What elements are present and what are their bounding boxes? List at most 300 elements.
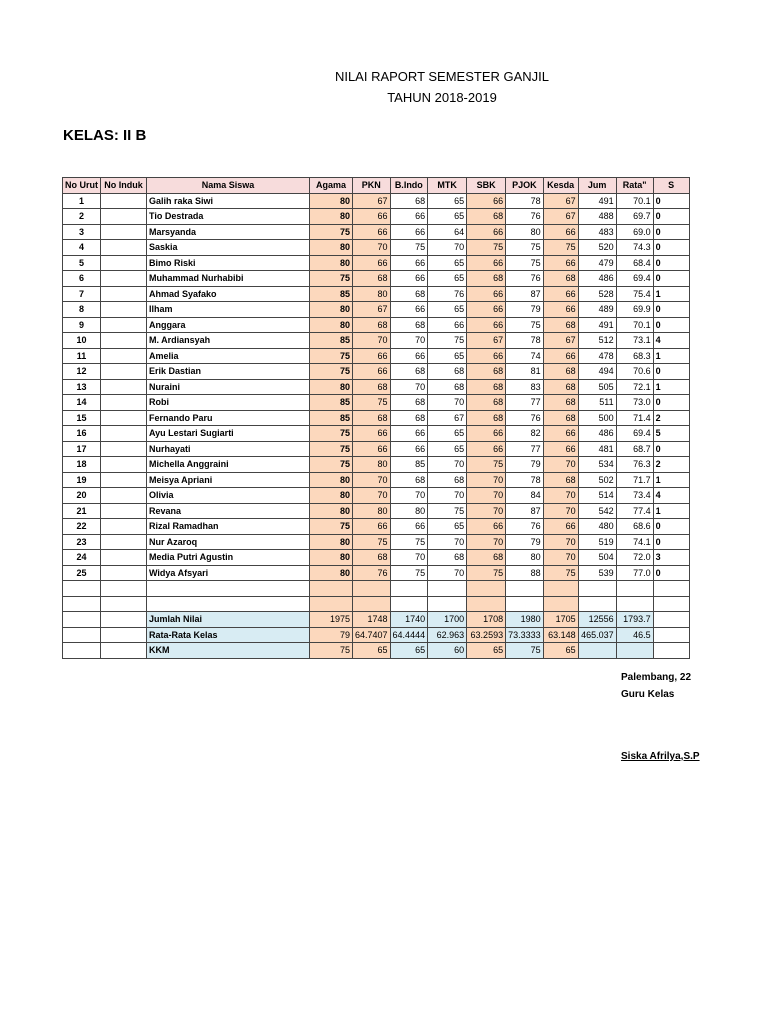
cell-mtk: 65 — [428, 441, 467, 457]
table-row — [63, 333, 690, 349]
cell-induk — [101, 550, 147, 566]
cell-bindo: 66 — [390, 441, 428, 457]
cell-s: 0 — [653, 255, 689, 271]
cell-agama: 80 — [310, 550, 353, 566]
cell-sbk: 68 — [467, 364, 506, 380]
cell-jum: 489 — [578, 302, 616, 318]
table-row — [63, 255, 690, 271]
cell-bindo: 66 — [390, 224, 428, 240]
cell-kesda: 68 — [543, 364, 578, 380]
report-title: NILAI RAPORT SEMESTER GANJIL — [334, 69, 550, 84]
summary-kesda: 1705 — [543, 612, 578, 628]
cell-nama: Amelia — [147, 348, 310, 364]
table-row — [63, 426, 690, 442]
cell-sbk: 66 — [467, 348, 506, 364]
cell-rata: 76.3 — [616, 457, 653, 473]
cell-no: 7 — [63, 286, 101, 302]
cell-nama: Bimo Riski — [147, 255, 310, 271]
cell-mtk: 70 — [428, 240, 467, 256]
cell-jum: 539 — [578, 565, 616, 581]
cell-s: 0 — [653, 395, 689, 411]
cell-s: 0 — [653, 302, 689, 318]
cell-mtk: 65 — [428, 209, 467, 225]
summary-mtk: 62.963 — [428, 627, 467, 643]
cell-rata: 69.0 — [616, 224, 653, 240]
cell-induk — [101, 503, 147, 519]
table-row — [63, 302, 690, 318]
cell-sbk: 70 — [467, 472, 506, 488]
cell-jum: 502 — [578, 472, 616, 488]
cell-pkn: 80 — [353, 503, 391, 519]
cell-agama: 75 — [310, 364, 353, 380]
header-pjok: PJOK — [506, 178, 544, 194]
cell-pkn: 75 — [353, 534, 391, 550]
cell-agama: 80 — [310, 209, 353, 225]
summary-pkn: 1748 — [353, 612, 391, 628]
cell-rata: 73.0 — [616, 395, 653, 411]
cell-rata: 69.4 — [616, 426, 653, 442]
cell-induk — [101, 224, 147, 240]
cell-rata: 69.4 — [616, 271, 653, 287]
cell-rata: 70.1 — [616, 193, 653, 209]
cell-pkn: 70 — [353, 240, 391, 256]
summary-pkn: 65 — [353, 643, 391, 659]
table-row — [63, 565, 690, 581]
cell-pjok: 78 — [506, 472, 544, 488]
cell-bindo: 75 — [390, 240, 428, 256]
cell-pkn: 68 — [353, 550, 391, 566]
cell-kesda: 66 — [543, 348, 578, 364]
header-sbk: SBK — [467, 178, 506, 194]
cell-s: 4 — [653, 488, 689, 504]
cell-rata: 77.0 — [616, 565, 653, 581]
cell-no: 11 — [63, 348, 101, 364]
cell-agama: 75 — [310, 426, 353, 442]
cell-pjok: 79 — [506, 457, 544, 473]
cell-kesda: 70 — [543, 503, 578, 519]
cell-sbk: 66 — [467, 426, 506, 442]
cell-no: 17 — [63, 441, 101, 457]
class-label: KELAS: II B — [63, 127, 147, 144]
cell-induk — [101, 364, 147, 380]
summary-mtk: 60 — [428, 643, 467, 659]
cell-sbk: 70 — [467, 534, 506, 550]
table-row — [63, 271, 690, 287]
cell-jum: 519 — [578, 534, 616, 550]
cell-rata: 75.4 — [616, 286, 653, 302]
cell-bindo: 66 — [390, 302, 428, 318]
cell-nama: Rizal Ramadhan — [147, 519, 310, 535]
cell-kesda: 70 — [543, 534, 578, 550]
table-row — [63, 550, 690, 566]
cell-no: 14 — [63, 395, 101, 411]
cell-rata: 69.9 — [616, 302, 653, 318]
cell-jum: 494 — [578, 364, 616, 380]
cell-sbk: 68 — [467, 379, 506, 395]
cell-mtk: 68 — [428, 379, 467, 395]
summary-sbk: 63.2593 — [467, 627, 506, 643]
cell-rata: 68.3 — [616, 348, 653, 364]
cell-pjok: 83 — [506, 379, 544, 395]
cell-no: 2 — [63, 209, 101, 225]
cell-induk — [101, 271, 147, 287]
cell-rata: 72.0 — [616, 550, 653, 566]
cell-induk — [101, 395, 147, 411]
cell-kesda: 70 — [543, 488, 578, 504]
cell-bindo: 66 — [390, 255, 428, 271]
cell-mtk: 68 — [428, 472, 467, 488]
cell-pkn: 70 — [353, 488, 391, 504]
cell-jum: 528 — [578, 286, 616, 302]
cell-no: 10 — [63, 333, 101, 349]
cell-pkn: 80 — [353, 286, 391, 302]
cell-induk — [101, 565, 147, 581]
cell-s: 0 — [653, 193, 689, 209]
cell-mtk: 75 — [428, 503, 467, 519]
cell-jum: 542 — [578, 503, 616, 519]
cell-mtk: 70 — [428, 395, 467, 411]
cell-mtk: 68 — [428, 364, 467, 380]
cell-sbk: 66 — [467, 317, 506, 333]
header-mtk: MTK — [428, 178, 467, 194]
cell-nama: Robi — [147, 395, 310, 411]
cell-mtk: 64 — [428, 224, 467, 240]
summary-pjok: 75 — [506, 643, 544, 659]
cell-sbk: 68 — [467, 209, 506, 225]
cell-agama: 75 — [310, 271, 353, 287]
cell-induk — [101, 193, 147, 209]
summary-label: Jumlah Nilai — [147, 612, 310, 628]
cell-rata: 77.4 — [616, 503, 653, 519]
grades-table — [62, 177, 690, 659]
cell-agama: 75 — [310, 457, 353, 473]
cell-kesda: 67 — [543, 209, 578, 225]
cell-sbk: 68 — [467, 550, 506, 566]
cell-mtk: 75 — [428, 333, 467, 349]
summary-jum: 465.037 — [578, 627, 616, 643]
header-row — [63, 178, 690, 194]
cell-rata: 70.1 — [616, 317, 653, 333]
cell-nama: Media Putri Agustin — [147, 550, 310, 566]
cell-jum: 505 — [578, 379, 616, 395]
cell-agama: 75 — [310, 441, 353, 457]
cell-s: 1 — [653, 286, 689, 302]
cell-pjok: 75 — [506, 240, 544, 256]
cell-bindo: 70 — [390, 379, 428, 395]
cell-rata: 74.3 — [616, 240, 653, 256]
summary-bindo: 64.4444 — [390, 627, 428, 643]
cell-induk — [101, 410, 147, 426]
cell-kesda: 66 — [543, 302, 578, 318]
cell-bindo: 70 — [390, 488, 428, 504]
cell-pkn: 66 — [353, 224, 391, 240]
cell-pkn: 75 — [353, 395, 391, 411]
cell-mtk: 70 — [428, 534, 467, 550]
summary-bindo: 65 — [390, 643, 428, 659]
cell-pkn: 68 — [353, 379, 391, 395]
cell-no: 4 — [63, 240, 101, 256]
cell-no: 25 — [63, 565, 101, 581]
cell-no: 16 — [63, 426, 101, 442]
cell-sbk: 68 — [467, 410, 506, 426]
cell-induk — [101, 317, 147, 333]
cell-jum: 534 — [578, 457, 616, 473]
cell-pkn: 66 — [353, 441, 391, 457]
cell-mtk: 70 — [428, 565, 467, 581]
cell-bindo: 66 — [390, 348, 428, 364]
cell-kesda: 66 — [543, 286, 578, 302]
cell-kesda: 68 — [543, 472, 578, 488]
cell-bindo: 66 — [390, 519, 428, 535]
cell-s: 1 — [653, 472, 689, 488]
summary-row — [63, 612, 690, 628]
header-no-induk: No Induk — [101, 178, 147, 194]
cell-pkn: 66 — [353, 519, 391, 535]
cell-pjok: 77 — [506, 395, 544, 411]
signature-role: Guru Kelas — [621, 689, 675, 700]
cell-pjok: 79 — [506, 302, 544, 318]
cell-sbk: 66 — [467, 224, 506, 240]
cell-jum: 480 — [578, 519, 616, 535]
cell-pjok: 76 — [506, 209, 544, 225]
header-s: S — [653, 178, 689, 194]
cell-mtk: 65 — [428, 302, 467, 318]
cell-mtk: 70 — [428, 488, 467, 504]
cell-sbk: 75 — [467, 240, 506, 256]
cell-pjok: 76 — [506, 271, 544, 287]
table-row — [63, 209, 690, 225]
cell-nama: Anggara — [147, 317, 310, 333]
cell-nama: Galih raka Siwi — [147, 193, 310, 209]
cell-no: 24 — [63, 550, 101, 566]
cell-s: 1 — [653, 348, 689, 364]
header-nama-siswa: Nama Siswa — [147, 178, 310, 194]
summary-jum: 12556 — [578, 612, 616, 628]
cell-pkn: 66 — [353, 209, 391, 225]
cell-sbk: 70 — [467, 488, 506, 504]
cell-agama: 85 — [310, 333, 353, 349]
summary-jum — [578, 643, 616, 659]
cell-sbk: 68 — [467, 271, 506, 287]
cell-s: 0 — [653, 534, 689, 550]
cell-no: 15 — [63, 410, 101, 426]
cell-agama: 80 — [310, 534, 353, 550]
cell-nama: Saskia — [147, 240, 310, 256]
summary-rata: 1793.7 — [616, 612, 653, 628]
cell-jum: 479 — [578, 255, 616, 271]
cell-jum: 514 — [578, 488, 616, 504]
cell-sbk: 66 — [467, 302, 506, 318]
cell-bindo: 70 — [390, 333, 428, 349]
cell-sbk: 75 — [467, 457, 506, 473]
cell-pjok: 84 — [506, 488, 544, 504]
cell-agama: 80 — [310, 317, 353, 333]
cell-induk — [101, 379, 147, 395]
table-row — [63, 519, 690, 535]
cell-pkn: 67 — [353, 193, 391, 209]
report-year: TAHUN 2018-2019 — [387, 90, 497, 105]
cell-rata: 70.6 — [616, 364, 653, 380]
table-row — [63, 457, 690, 473]
header-no-urut: No Urut — [63, 178, 101, 194]
table-row — [63, 395, 690, 411]
cell-kesda: 68 — [543, 317, 578, 333]
cell-kesda: 75 — [543, 565, 578, 581]
summary-pjok: 73.3333 — [506, 627, 544, 643]
cell-mtk: 65 — [428, 271, 467, 287]
summary-sbk: 65 — [467, 643, 506, 659]
cell-pkn: 67 — [353, 302, 391, 318]
cell-s: 0 — [653, 441, 689, 457]
cell-bindo: 68 — [390, 410, 428, 426]
cell-rata: 73.4 — [616, 488, 653, 504]
cell-s: 0 — [653, 209, 689, 225]
cell-mtk: 65 — [428, 255, 467, 271]
summary-pkn: 64.7407 — [353, 627, 391, 643]
cell-s: 0 — [653, 519, 689, 535]
cell-agama: 80 — [310, 240, 353, 256]
summary-label: Rata-Rata Kelas — [147, 627, 310, 643]
cell-jum: 500 — [578, 410, 616, 426]
cell-induk — [101, 240, 147, 256]
cell-induk — [101, 488, 147, 504]
cell-mtk: 65 — [428, 193, 467, 209]
cell-pjok: 78 — [506, 333, 544, 349]
cell-s: 1 — [653, 379, 689, 395]
cell-rata: 74.1 — [616, 534, 653, 550]
cell-agama: 80 — [310, 255, 353, 271]
cell-kesda: 70 — [543, 550, 578, 566]
cell-jum: 478 — [578, 348, 616, 364]
cell-agama: 80 — [310, 488, 353, 504]
cell-rata: 68.7 — [616, 441, 653, 457]
cell-bindo: 68 — [390, 193, 428, 209]
cell-kesda: 68 — [543, 395, 578, 411]
cell-jum: 486 — [578, 271, 616, 287]
summary-rata — [616, 643, 653, 659]
cell-jum: 504 — [578, 550, 616, 566]
cell-s: 1 — [653, 503, 689, 519]
cell-agama: 80 — [310, 565, 353, 581]
cell-sbk: 66 — [467, 519, 506, 535]
cell-mtk: 65 — [428, 426, 467, 442]
summary-rata: 46.5 — [616, 627, 653, 643]
summary-bindo: 1740 — [390, 612, 428, 628]
cell-sbk: 66 — [467, 255, 506, 271]
table-row — [63, 364, 690, 380]
cell-rata: 72.1 — [616, 379, 653, 395]
cell-s: 0 — [653, 565, 689, 581]
cell-jum: 520 — [578, 240, 616, 256]
header-rata: Rata" — [616, 178, 653, 194]
cell-nama: Ahmad Syafako — [147, 286, 310, 302]
cell-pkn: 66 — [353, 426, 391, 442]
cell-pjok: 87 — [506, 286, 544, 302]
cell-mtk: 76 — [428, 286, 467, 302]
signature-place-date: Palembang, 22 — [621, 672, 692, 683]
header-agama: Agama — [310, 178, 353, 194]
cell-mtk: 65 — [428, 519, 467, 535]
cell-jum: 481 — [578, 441, 616, 457]
cell-no: 22 — [63, 519, 101, 535]
cell-induk — [101, 426, 147, 442]
cell-s: 3 — [653, 550, 689, 566]
cell-agama: 75 — [310, 519, 353, 535]
cell-pkn: 80 — [353, 457, 391, 473]
cell-pjok: 76 — [506, 410, 544, 426]
cell-mtk: 66 — [428, 317, 467, 333]
table-row — [63, 286, 690, 302]
cell-agama: 80 — [310, 193, 353, 209]
cell-nama: Erik Dastian — [147, 364, 310, 380]
header-pkn: PKN — [353, 178, 391, 194]
cell-agama: 85 — [310, 286, 353, 302]
cell-agama: 80 — [310, 302, 353, 318]
cell-agama: 80 — [310, 503, 353, 519]
header-bindo: B.Indo — [390, 178, 428, 194]
cell-s: 2 — [653, 457, 689, 473]
cell-no: 9 — [63, 317, 101, 333]
cell-nama: Nuraini — [147, 379, 310, 395]
cell-nama: Ayu Lestari Sugiarti — [147, 426, 310, 442]
cell-pjok: 77 — [506, 441, 544, 457]
cell-nama: Widya Afsyari — [147, 565, 310, 581]
cell-pjok: 81 — [506, 364, 544, 380]
cell-kesda: 68 — [543, 410, 578, 426]
cell-bindo: 66 — [390, 209, 428, 225]
cell-bindo: 68 — [390, 364, 428, 380]
cell-bindo: 68 — [390, 286, 428, 302]
cell-jum: 491 — [578, 193, 616, 209]
cell-bindo: 66 — [390, 426, 428, 442]
cell-nama: Michella Anggraini — [147, 457, 310, 473]
cell-no: 13 — [63, 379, 101, 395]
cell-nama: Nurhayati — [147, 441, 310, 457]
cell-pjok: 87 — [506, 503, 544, 519]
cell-kesda: 67 — [543, 333, 578, 349]
cell-jum: 486 — [578, 426, 616, 442]
summary-sbk: 1708 — [467, 612, 506, 628]
blank-row — [63, 581, 690, 597]
cell-rata: 69.7 — [616, 209, 653, 225]
cell-s: 0 — [653, 240, 689, 256]
cell-nama: Muhammad Nurhabibi — [147, 271, 310, 287]
cell-induk — [101, 519, 147, 535]
cell-kesda: 66 — [543, 519, 578, 535]
cell-pjok: 79 — [506, 534, 544, 550]
cell-mtk: 70 — [428, 457, 467, 473]
cell-pkn: 68 — [353, 317, 391, 333]
cell-no: 1 — [63, 193, 101, 209]
cell-induk — [101, 209, 147, 225]
cell-sbk: 75 — [467, 565, 506, 581]
cell-nama: Marsyanda — [147, 224, 310, 240]
cell-kesda: 66 — [543, 224, 578, 240]
cell-nama: Fernando Paru — [147, 410, 310, 426]
cell-pjok: 80 — [506, 550, 544, 566]
cell-no: 6 — [63, 271, 101, 287]
cell-pjok: 74 — [506, 348, 544, 364]
cell-agama: 75 — [310, 348, 353, 364]
cell-rata: 68.6 — [616, 519, 653, 535]
header-jum: Jum — [578, 178, 616, 194]
cell-pkn: 66 — [353, 255, 391, 271]
table-row — [63, 317, 690, 333]
cell-s: 0 — [653, 317, 689, 333]
cell-pjok: 78 — [506, 193, 544, 209]
cell-jum: 511 — [578, 395, 616, 411]
cell-jum: 488 — [578, 209, 616, 225]
